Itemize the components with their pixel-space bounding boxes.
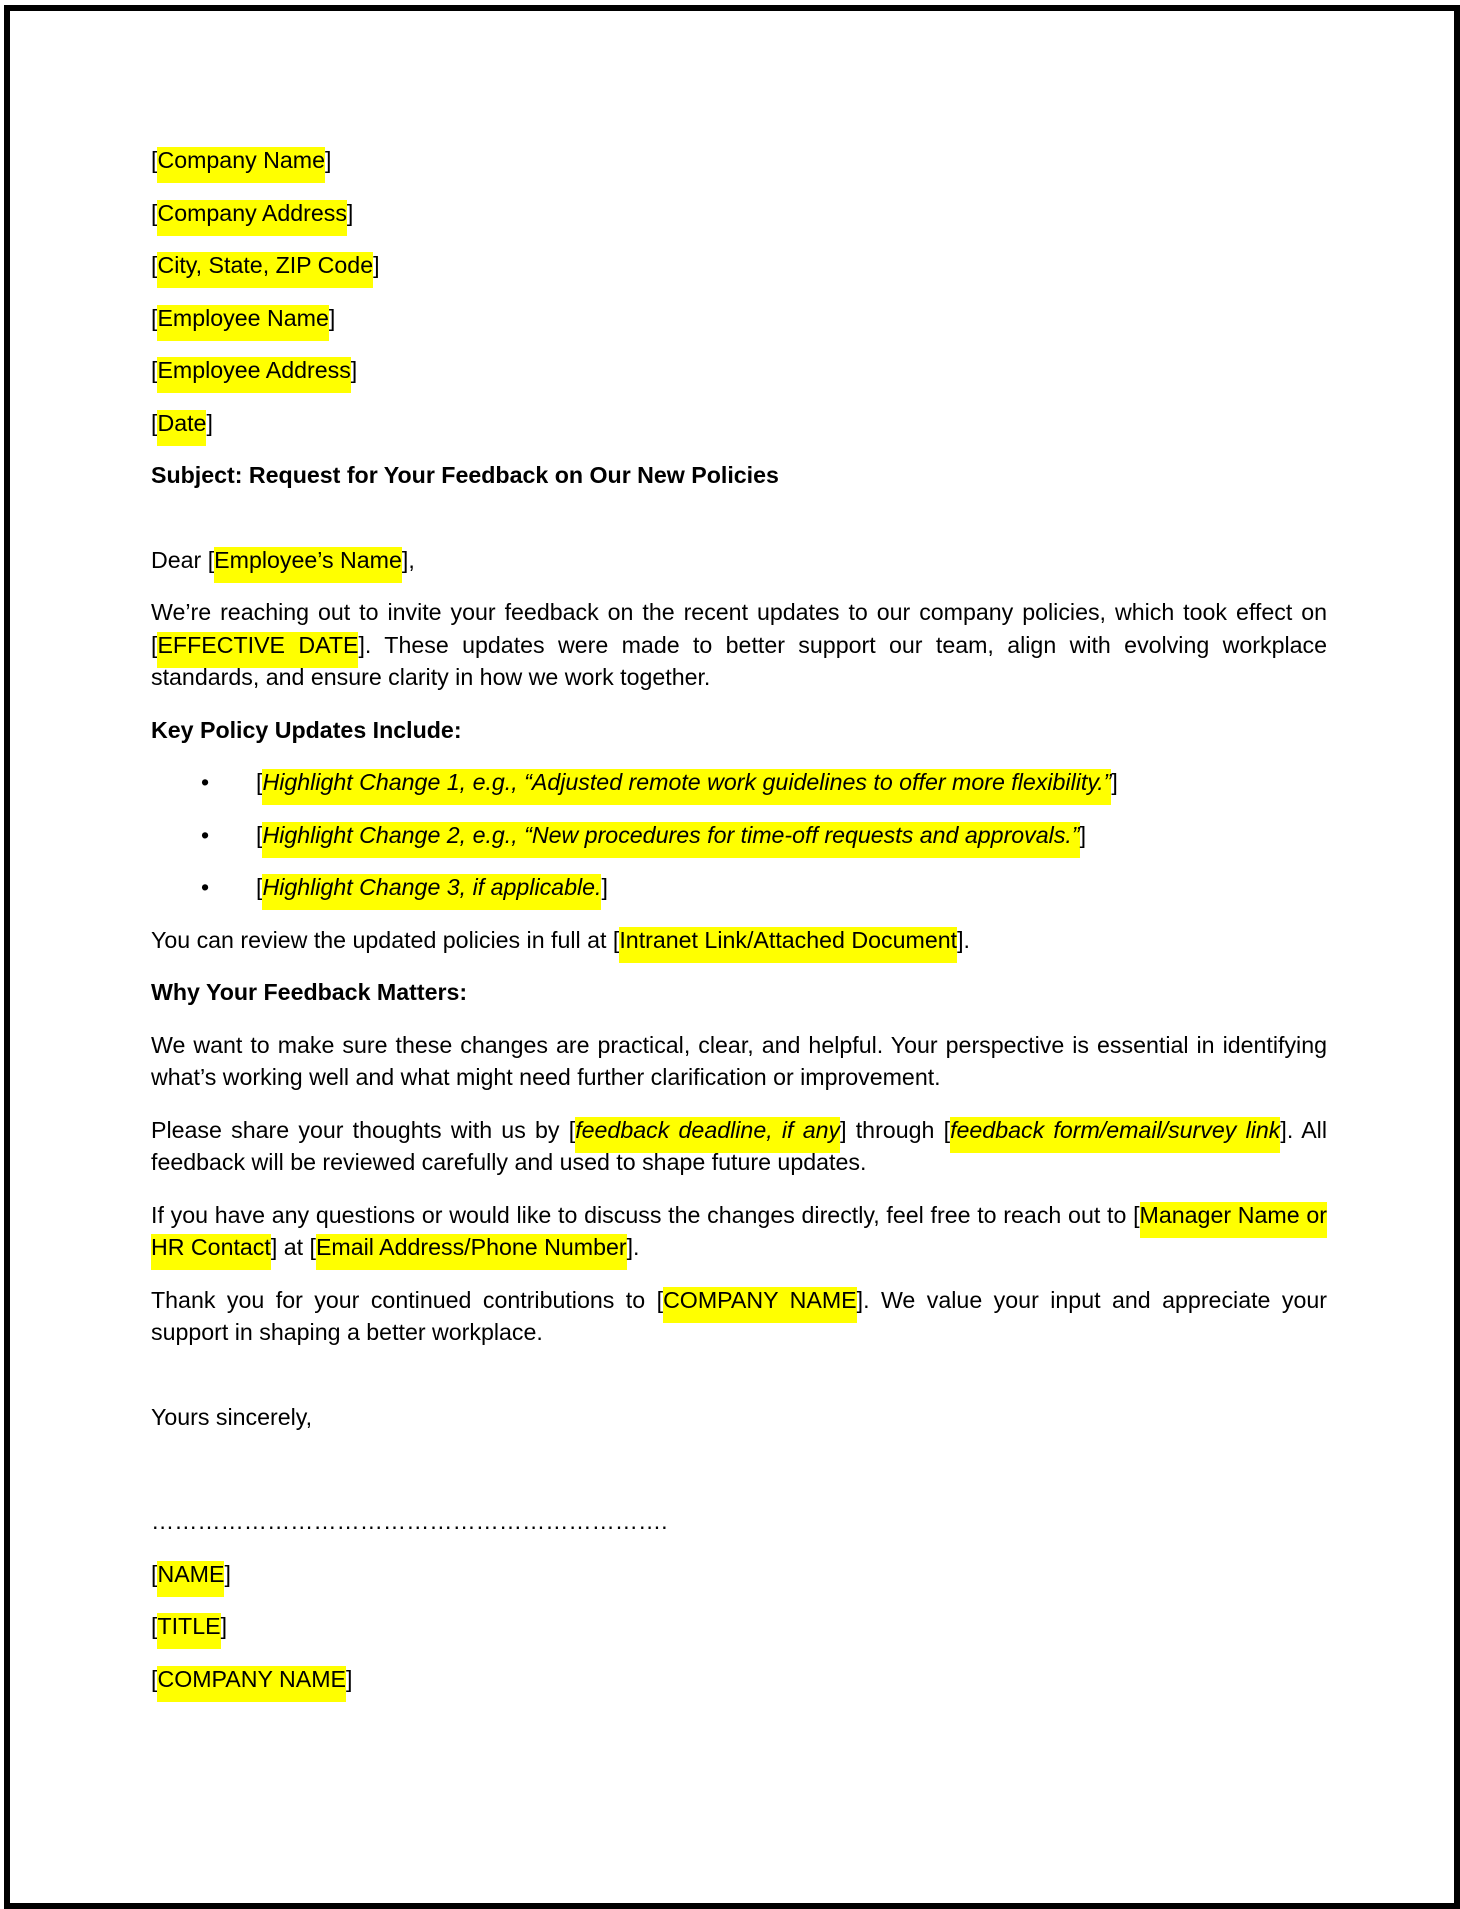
thanks-suffix: ]. We value your input and appreciate your support in shaping a better workplace. xyxy=(151,1286,1327,1345)
greeting-prefix: Dear xyxy=(151,546,208,573)
greeting-name-placeholder: Employee’s Name xyxy=(214,547,402,583)
date-placeholder: Date xyxy=(157,410,206,446)
closing: Yours sincerely, xyxy=(151,1403,313,1430)
policy-link-placeholder: Intranet Link/Attached Document xyxy=(619,927,957,963)
employee-address-line: [Employee Address] xyxy=(151,354,1327,387)
email-phone-placeholder: Email Address/Phone Number xyxy=(316,1234,627,1270)
greeting: Dear [Employee’s Name], xyxy=(151,544,1327,577)
list-item: • [Highlight Change 1, e.g., “Adjusted remote work guidelines to offer more flexibility.”] xyxy=(151,766,1327,799)
share-suffix: ]. All feedback will be reviewed carefully and used to shape future updates. xyxy=(151,1116,1327,1175)
signature-company-line: [COMPANY NAME] xyxy=(151,1663,1327,1696)
key-updates-heading: Key Policy Updates Include: xyxy=(151,716,462,743)
company-name-line: [Company Name] xyxy=(151,144,1327,177)
company-address-line: [Company Address] xyxy=(151,197,1327,230)
company-name-placeholder: Company Name xyxy=(157,147,325,183)
letter-body xyxy=(151,144,1327,1715)
bullet-icon: • xyxy=(201,874,210,900)
intro-part1: We’re reaching out to invite your feedback on the recent updates to our company policies, which took effect on xyxy=(151,599,1327,625)
page-frame xyxy=(4,5,1460,1909)
date-line: [Date] xyxy=(151,407,1327,440)
signature-company-placeholder: COMPANY NAME xyxy=(157,1666,346,1702)
employee-address-placeholder: Employee Address xyxy=(157,357,350,393)
signature-name-line: [NAME] xyxy=(151,1558,1327,1591)
thanks-paragraph: Thank you for your continued contributions to [COMPANY NAME]. We value your input and appreciate your support in shaping a better workplace. xyxy=(151,1286,1327,1345)
subject-line: Subject: Request for Your Feedback on Our New Policies xyxy=(151,462,779,488)
signature-line: …………………………………………………………. xyxy=(151,1508,668,1534)
effective-date-placeholder: EFFECTIVE DATE xyxy=(157,632,358,668)
list-item: • [Highlight Change 3, if applicable.] xyxy=(151,871,1327,904)
thanks-company-placeholder: COMPANY NAME xyxy=(663,1287,857,1323)
deadline-placeholder: feedback deadline, if any xyxy=(575,1117,840,1153)
change-3-placeholder: Highlight Change 3, if applicable. xyxy=(262,874,601,910)
questions-suffix: ]. xyxy=(626,1234,640,1260)
share-middle: ] through xyxy=(840,1116,944,1143)
signature-title-placeholder: TITLE xyxy=(157,1613,220,1649)
contact-placeholder: Manager Name or HR Contact xyxy=(151,1202,1327,1271)
thanks-prefix: Thank you for your continued contributions to xyxy=(151,1286,657,1313)
bullet-icon: • xyxy=(201,769,210,795)
employee-name-placeholder: Employee Name xyxy=(157,305,328,341)
signature-name-placeholder: NAME xyxy=(157,1561,224,1597)
review-prefix: You can review the updated policies in full at xyxy=(151,926,613,953)
questions-prefix: If you have any questions or would like to discuss the changes directly, feel free to reach out to xyxy=(151,1201,1134,1228)
bullet-icon: • xyxy=(201,821,210,848)
review-line: You can review the updated policies in full at [Intranet Link/Attached Document]. xyxy=(151,924,1327,957)
share-paragraph: Please share your thoughts with us by [feedback deadline, if any] through [feedback form/email/survey link]. All feedback will be reviewed carefully and used to shape future updates. xyxy=(151,1116,1327,1175)
review-suffix: ]. xyxy=(957,926,970,953)
share-prefix: Please share your thoughts with us by xyxy=(151,1116,569,1143)
key-updates-list xyxy=(151,766,1327,904)
change-2-placeholder: Highlight Change 2, e.g., “New procedures for time-off requests and approvals.” xyxy=(262,822,1079,858)
city-state-zip-placeholder: City, State, ZIP Code xyxy=(157,252,373,288)
change-1-placeholder: Highlight Change 1, e.g., “Adjusted remote work guidelines to offer more flexibility.” xyxy=(262,769,1111,805)
employee-name-line: [Employee Name] xyxy=(151,302,1327,335)
why-paragraph: We want to make sure these changes are practical, clear, and helpful. Your perspective is essential in identifying what’s working well and what might need further clarification or improvement. xyxy=(151,1031,1327,1090)
why-heading: Why Your Feedback Matters: xyxy=(151,979,468,1005)
signature-title-line: [TITLE] xyxy=(151,1610,1327,1643)
greeting-suffix: ], xyxy=(401,546,415,573)
intro-part2: ]. These updates were made to better support our team, align with evolving workplace standards, and ensure clarity in how we work together. xyxy=(151,631,1327,690)
list-item: • [Highlight Change 2, e.g., “New procedures for time-off requests and approvals.”] xyxy=(151,819,1327,852)
feedback-channel-placeholder: feedback form/email/survey link xyxy=(950,1117,1280,1153)
intro-paragraph: We’re reaching out to invite your feedback on the recent updates to our company policies, which took effect on [EFFECTIVE DATE]. These updates were made to better support our team, align with evolving workplace standards, and ensure clarity in how we work together. xyxy=(151,599,1327,690)
questions-middle: ] at xyxy=(270,1234,310,1260)
company-address-placeholder: Company Address xyxy=(157,200,346,236)
questions-paragraph: If you have any questions or would like to discuss the changes directly, feel free to reach out to [Manager Name or HR Contact] at [Email Address/Phone Number]. xyxy=(151,1199,1327,1264)
city-state-zip-line: [City, State, ZIP Code] xyxy=(151,249,1327,282)
